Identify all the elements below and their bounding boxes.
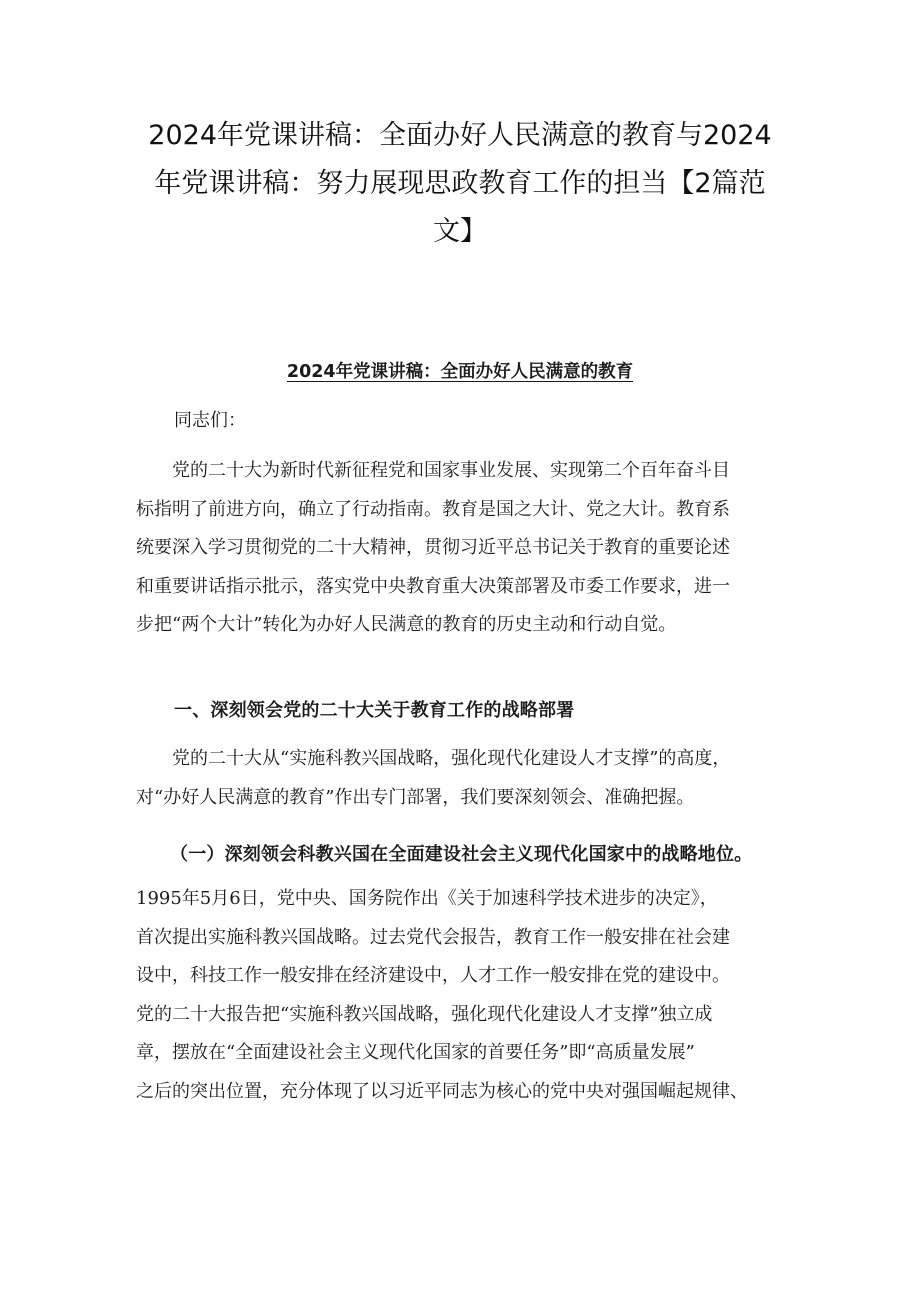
section-title: 2024年党课讲稿：全面办好人民满意的教育 <box>286 362 634 382</box>
paragraph-line: 统要深入学习贯彻党的二十大精神，贯彻习近平总书记关于教育的重要论述 <box>136 537 730 558</box>
title-line-2: 年党课讲稿：努力展现思政教育工作的担当【2篇范 <box>154 168 766 199</box>
title-line-1: 2024年党课讲稿：全面办好人民满意的教育与2024 <box>148 120 772 151</box>
heading-1 <box>174 692 834 731</box>
paragraph-line: 党的二十大报告把“实施科教兴国战略，强化现代化建设人才支撑”独立成 <box>136 1003 713 1025</box>
paragraph-line: 和重要讲话指示批示，落实党中央教育重大决策部署及市委工作要求，进一 <box>136 575 730 597</box>
paragraph-line: 党的二十大为新时代新征程党和国家事业发展、实现第二个百年奋斗目 <box>172 460 730 481</box>
subheading-1 <box>170 836 830 875</box>
subheading-1-text: （一）深刻领会科教兴国在全面建设社会主义现代化国家中的战略地位。 <box>170 844 753 865</box>
heading-1-text: 一、深刻领会党的二十大关于教育工作的战略部署 <box>174 700 575 721</box>
title-line-3: 文】 <box>433 216 487 247</box>
paragraph-line: 党的二十大从“实施科教兴国战略，强化现代化建设人才支撑”的高度， <box>172 748 731 769</box>
paragraph-line: 步把“两个大计”转化为办好人民满意的教育的历史主动和行动自觉。 <box>136 614 677 635</box>
paragraph-line: 标指明了前进方向，确立了行动指南。教育是国之大计、党之大计。教育系 <box>136 498 730 520</box>
salutation <box>174 402 834 441</box>
paragraph-line: 1995年5月6日，党中央、国务院作出《关于加速科学技术进步的决定》， <box>136 888 718 909</box>
paragraph-line: 设中，科技工作一般安排在经济建设中，人才工作一般安排在党的建设中。 <box>136 965 730 986</box>
salutation-text: 同志们： <box>174 410 246 431</box>
paragraph-line: 对“办好人民满意的教育”作出专门部署，我们要深刻领会、准确把握。 <box>136 786 695 808</box>
paragraph-line: 首次提出实施科教兴国战略。过去党代会报告，教育工作一般安排在社会建 <box>136 926 730 948</box>
paragraph-line: 章，摆放在“全面建设社会主义现代化国家的首要任务”即“高质量发展” <box>136 1042 695 1063</box>
document-title <box>120 112 800 256</box>
paragraph-3 <box>136 880 796 1111</box>
paragraph-2 <box>136 740 796 817</box>
paragraph-line: 之后的突出位置，充分体现了以习近平同志为核心的党中央对强国崛起规律、 <box>136 1080 748 1102</box>
intro-paragraph <box>136 452 796 645</box>
